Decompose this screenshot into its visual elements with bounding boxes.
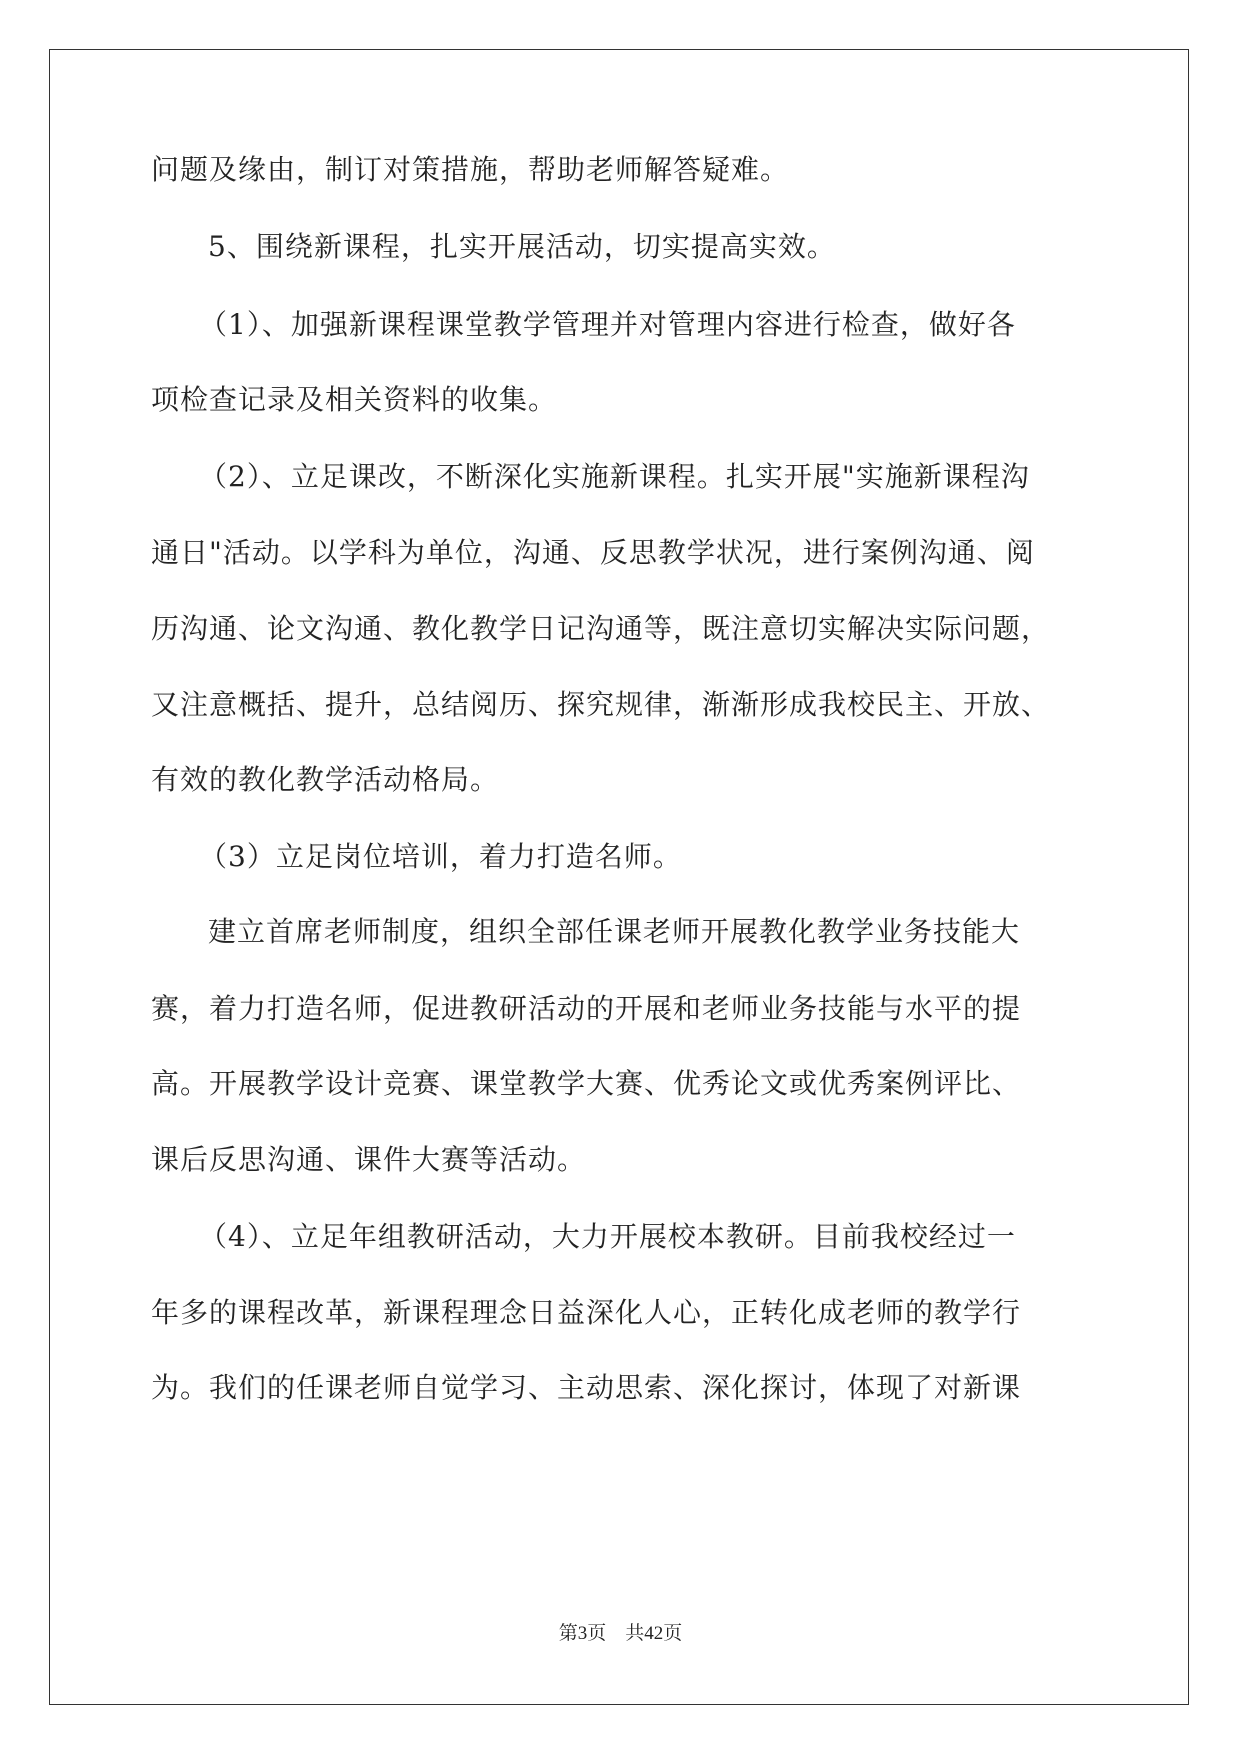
text-line: 又注意概括、提升，总结阅历、探究规律，渐渐形成我校民主、开放、 xyxy=(151,688,1051,721)
text-line: （1）、加强新课程课堂教学管理并对管理内容进行检查，做好各 xyxy=(199,308,1016,341)
text-line: 赛，着力打造名师，促进教研活动的开展和老师业务技能与水平的提 xyxy=(151,992,1022,1025)
text-line: （4）、立足年组教研活动，大力开展校本教研。目前我校经过一 xyxy=(199,1220,1016,1253)
text-line: （3）立足岗位培训，着力打造名师。 xyxy=(199,840,682,873)
text-line: 项检查记录及相关资料的收集。 xyxy=(151,383,558,416)
text-line: 课后反思沟通、课件大赛等活动。 xyxy=(151,1143,587,1176)
page-total: 共42页 xyxy=(625,1623,683,1644)
section-heading: 5、围绕新课程，扎实开展活动，切实提高实效。 xyxy=(208,230,836,263)
text-line: 通日"活动。以学科为单位，沟通、反思教学状况，进行案例沟通、阅 xyxy=(151,536,1035,569)
text-line: 问题及缘由，制订对策措施，帮助老师解答疑难。 xyxy=(151,153,790,186)
text-line: （2）、立足课改，不断深化实施新课程。扎实开展"实施新课程沟 xyxy=(199,460,1030,493)
page-footer xyxy=(0,1618,1241,1645)
text-line: 年多的课程改革，新课程理念日益深化人心，正转化成老师的教学行 xyxy=(151,1296,1022,1329)
text-line: 有效的教化教学活动格局。 xyxy=(151,763,500,796)
page-border xyxy=(49,49,1189,1705)
text-line: 为。我们的任课老师自觉学习、主动思索、深化探讨，体现了对新课 xyxy=(151,1371,1022,1404)
text-line: 高。开展教学设计竞赛、课堂教学大赛、优秀论文或优秀案例评比、 xyxy=(151,1067,1022,1100)
text-line: 建立首席老师制度，组织全部任课老师开展教化教学业务技能大 xyxy=(208,915,1021,948)
page-number: 第3页 xyxy=(558,1623,607,1644)
text-line: 历沟通、论文沟通、教化教学日记沟通等，既注意切实解决实际问题， xyxy=(151,612,1051,645)
